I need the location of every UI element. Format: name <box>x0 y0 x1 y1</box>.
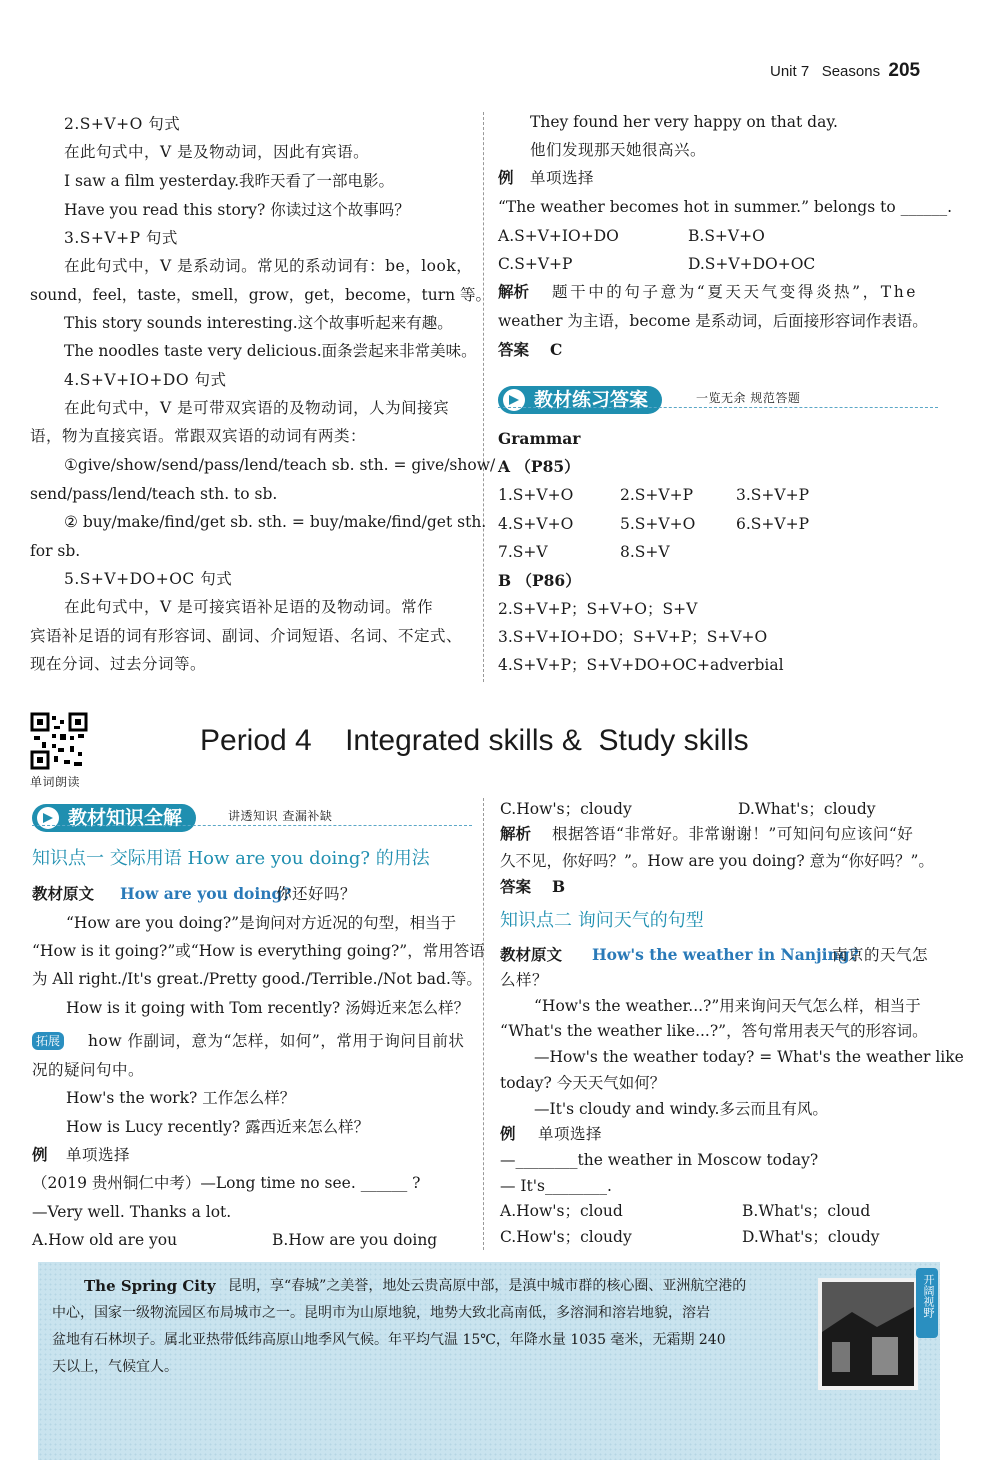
knowledge-banner <box>32 804 196 832</box>
unit-label: Unit 7 <box>770 63 810 80</box>
analysis-line: weather 为主语，become 是系动词，后面接形容词作表语。 <box>498 312 928 330</box>
question-reply: — It's________. <box>500 1177 612 1195</box>
original-text-label: 教材原文 <box>500 945 563 964</box>
option-c: C.How's；cloudy <box>500 800 632 818</box>
page-number: 205 <box>888 60 921 81</box>
original-text-label: 教材原文 <box>32 884 95 903</box>
example-type: 单项选择 <box>538 1125 603 1143</box>
text-line: 宾语补足语的词有形容词、副词、介词短语、名词、不定式、 <box>30 627 463 645</box>
analysis-line: 根据答语“非常好。非常谢谢！”可知问句应该问“好 <box>552 825 914 843</box>
answer-cell: 4.S+V+O <box>498 515 574 533</box>
extension-badge: 拓展 <box>32 1032 64 1050</box>
option-b: B.How are you doing <box>272 1231 438 1249</box>
example-type: 单项选择 <box>66 1146 131 1164</box>
answer-cell: 3.S+V+P <box>736 486 810 504</box>
example-sentence: They found her very happy on that day. <box>530 113 838 131</box>
option-d: D.What's；cloudy <box>742 1228 880 1246</box>
answer-value: B <box>552 877 566 896</box>
box-line: 昆明，享“春城”之美誉，地处云贵高原中部，是滇中城市群的核心圈、亚洲航空港的 <box>228 1278 747 1294</box>
text-line: sound，feel，taste，smell，grow，get，become，turn 等。 <box>30 286 492 304</box>
example-translation: 他们发现那天她很高兴。 <box>530 141 707 159</box>
original-text-cn: 你还好吗？ <box>276 885 357 903</box>
text-line: How is Lucy recently? 露西近来怎么样？ <box>66 1118 370 1136</box>
answer-row: 3.S+V+IO+DO；S+V+P；S+V+O <box>498 628 768 646</box>
text-line: —It's cloudy and windy.多云而且有风。 <box>534 1100 828 1118</box>
text-line: 况的疑问句中。 <box>32 1061 145 1079</box>
example-type: 单项选择 <box>530 169 595 187</box>
text-line: “How are you doing?”是询问对方近况的句型，相当于 <box>66 914 457 932</box>
example-label: 例 <box>500 1124 516 1143</box>
banner-underline <box>498 407 938 408</box>
text-line: “What's the weather like...?”，答句常用表天气的形容词。 <box>500 1022 928 1040</box>
qr-label: 单词朗读 <box>30 775 81 789</box>
text-line: The noodles taste very delicious.面条尝起来非常美味。 <box>64 342 477 360</box>
answer-label: 答案 <box>498 340 530 359</box>
answer-label: 答案 <box>500 877 532 896</box>
text-line: “How is it going?”或“How is everything going?”，常用答语 <box>32 942 485 960</box>
option-a: A.How old are you <box>32 1231 178 1249</box>
side-tab <box>916 1268 938 1338</box>
text-line: ①give/show/send/pass/lend/teach sb. sth. = give/show/ <box>64 456 496 474</box>
option-a: A.How's；cloud <box>500 1202 623 1220</box>
option-a: A.S+V+IO+DO <box>498 227 619 245</box>
banner-slogan: 一览无余 规范答题 <box>696 391 801 405</box>
question-text: —________the weather in Moscow today? <box>500 1151 819 1169</box>
analysis-label: 解析 <box>498 282 530 301</box>
column-divider-bottom <box>483 798 484 1250</box>
answer-cell: 5.S+V+O <box>620 515 696 533</box>
knowledge-point-1-title: 知识点一 交际用语 How are you doing? 的用法 <box>32 848 430 869</box>
answer-cell: 7.S+V <box>498 543 548 561</box>
original-text-en: How are you doing? <box>120 884 292 903</box>
text-line: How is it going with Tom recently? 汤姆近来怎么样？ <box>66 999 470 1017</box>
original-text-cn: 南京的天气怎 <box>832 946 929 964</box>
banner-title: 教材知识全解 <box>68 807 183 829</box>
running-header <box>770 60 920 83</box>
text-line: 5.S+V+DO+OC 句式 <box>64 570 233 588</box>
answer-value: C <box>550 340 563 359</box>
column-divider-top <box>483 112 484 682</box>
banner-slogan: 讲透知识 查漏补缺 <box>228 809 333 823</box>
example-label: 例 <box>498 168 514 187</box>
question-reply: —Very well. Thanks a lot. <box>32 1203 232 1221</box>
option-c: C.How's；cloudy <box>500 1228 632 1246</box>
text-line: 在此句式中，V 是可接宾语补足语的及物动词。常作 <box>64 598 434 616</box>
period-title: Period 4 Integrated skills & Study skills <box>200 724 749 757</box>
text-line: 现在分词、过去分词等。 <box>30 655 207 673</box>
text-line: 为 All right./It's great./Pretty good./Terrible./Not bad.等。 <box>32 970 482 988</box>
answer-cell: 1.S+V+O <box>498 486 574 504</box>
side-tab-label: 开阔视野 <box>922 1274 935 1318</box>
qr-code-icon[interactable] <box>30 712 88 770</box>
answer-cell: 6.S+V+P <box>736 515 810 533</box>
knowledge-point-2-title: 知识点二 询问天气的句型 <box>500 910 704 931</box>
analysis-line: 久不见，你好吗？”。How are you doing? 意为“你好吗？”。 <box>500 852 934 870</box>
text-line: today? 今天天气如何？ <box>500 1074 666 1092</box>
answer-cell: 2.S+V+P <box>620 486 694 504</box>
text-line: for sb. <box>30 542 81 560</box>
text-line: “How's the weather...?”用来询问天气怎么样，相当于 <box>534 997 921 1015</box>
text-line: 在此句式中，V 是系动词。常见的系动词有：be，look， <box>64 257 473 275</box>
text-line: Have you read this story? 你读过这个故事吗？ <box>64 201 410 219</box>
text-line: —How's the weather today? = What's the weather like <box>534 1048 964 1066</box>
banner-title: 教材练习答案 <box>534 389 649 411</box>
text-line: 4.S+V+IO+DO 句式 <box>64 371 227 389</box>
unit-title: Seasons <box>821 63 881 80</box>
option-d: D.What's；cloudy <box>738 800 876 818</box>
text-line: ② buy/make/find/get sb. sth. = buy/make/find/get sth. <box>64 513 487 531</box>
question-text: （2019 贵州铜仁中考）—Long time no see. ______ ? <box>32 1174 421 1192</box>
text-line: I saw a film yesterday.我昨天看了一部电影。 <box>64 172 395 190</box>
text-line: 语，物为直接宾语。常跟双宾语的动词有两类： <box>30 427 367 445</box>
box-line: 中心，国家一级物流园区布局城市之一。昆明市为山原地貌，地势大致北高南低，多溶洞和溶岩地貌，溶岩 <box>52 1305 710 1321</box>
analysis-label: 解析 <box>500 824 532 843</box>
text-line: This story sounds interesting.这个故事听起来有趣。 <box>64 314 453 332</box>
text-line: how 作副词，意为“怎样，如何”，常用于询问目前状 <box>88 1032 465 1050</box>
text-line: 在此句式中，V 是可带双宾语的及物动词，人为间接宾 <box>64 399 450 417</box>
answer-row: 4.S+V+P；S+V+DO+OC+adverbial <box>498 656 784 674</box>
option-d: D.S+V+DO+OC <box>688 255 816 273</box>
option-c: C.S+V+P <box>498 255 573 273</box>
city-photo <box>818 1278 918 1390</box>
text-line: 3.S+V+P 句式 <box>64 229 178 247</box>
answer-cell: 8.S+V <box>620 543 670 561</box>
banner-underline <box>32 825 472 826</box>
example-label: 例 <box>32 1145 48 1164</box>
answers-banner <box>498 386 662 414</box>
question-text: “The weather becomes hot in summer.” belongs to ______. <box>498 198 953 216</box>
text-line: 2.S+V+O 句式 <box>64 115 181 133</box>
box-line: 天以上，气候宜人。 <box>52 1359 178 1375</box>
text-line: How's the work? 工作怎么样？ <box>66 1089 296 1107</box>
answer-row: 2.S+V+P；S+V+O；S+V <box>498 600 698 618</box>
option-b: B.S+V+O <box>688 227 765 245</box>
text-line: 在此句式中，V 是及物动词，因此有宾语。 <box>64 143 370 161</box>
text-line: send/pass/lend/teach sth. to sb. <box>30 485 278 503</box>
box-line: 盆地有石林坝子。属北亚热带低纬高原山地季风气候。年平均气温 15℃，年降水量 1035 毫米，无霜期 240 <box>52 1332 726 1348</box>
grammar-heading: Grammar <box>498 429 581 448</box>
option-b: B.What's；cloud <box>742 1202 871 1220</box>
box-title: The Spring City <box>84 1277 216 1295</box>
section-b-label: B （P86） <box>498 571 581 590</box>
original-text-en: How's the weather in Nanjing? <box>592 945 859 964</box>
original-text-cn-cont: 么样？ <box>500 971 549 989</box>
analysis-line: 题干中的句子意为“夏天天气变得炎热”，The <box>552 283 919 301</box>
section-a-label: A （P85） <box>498 457 580 476</box>
